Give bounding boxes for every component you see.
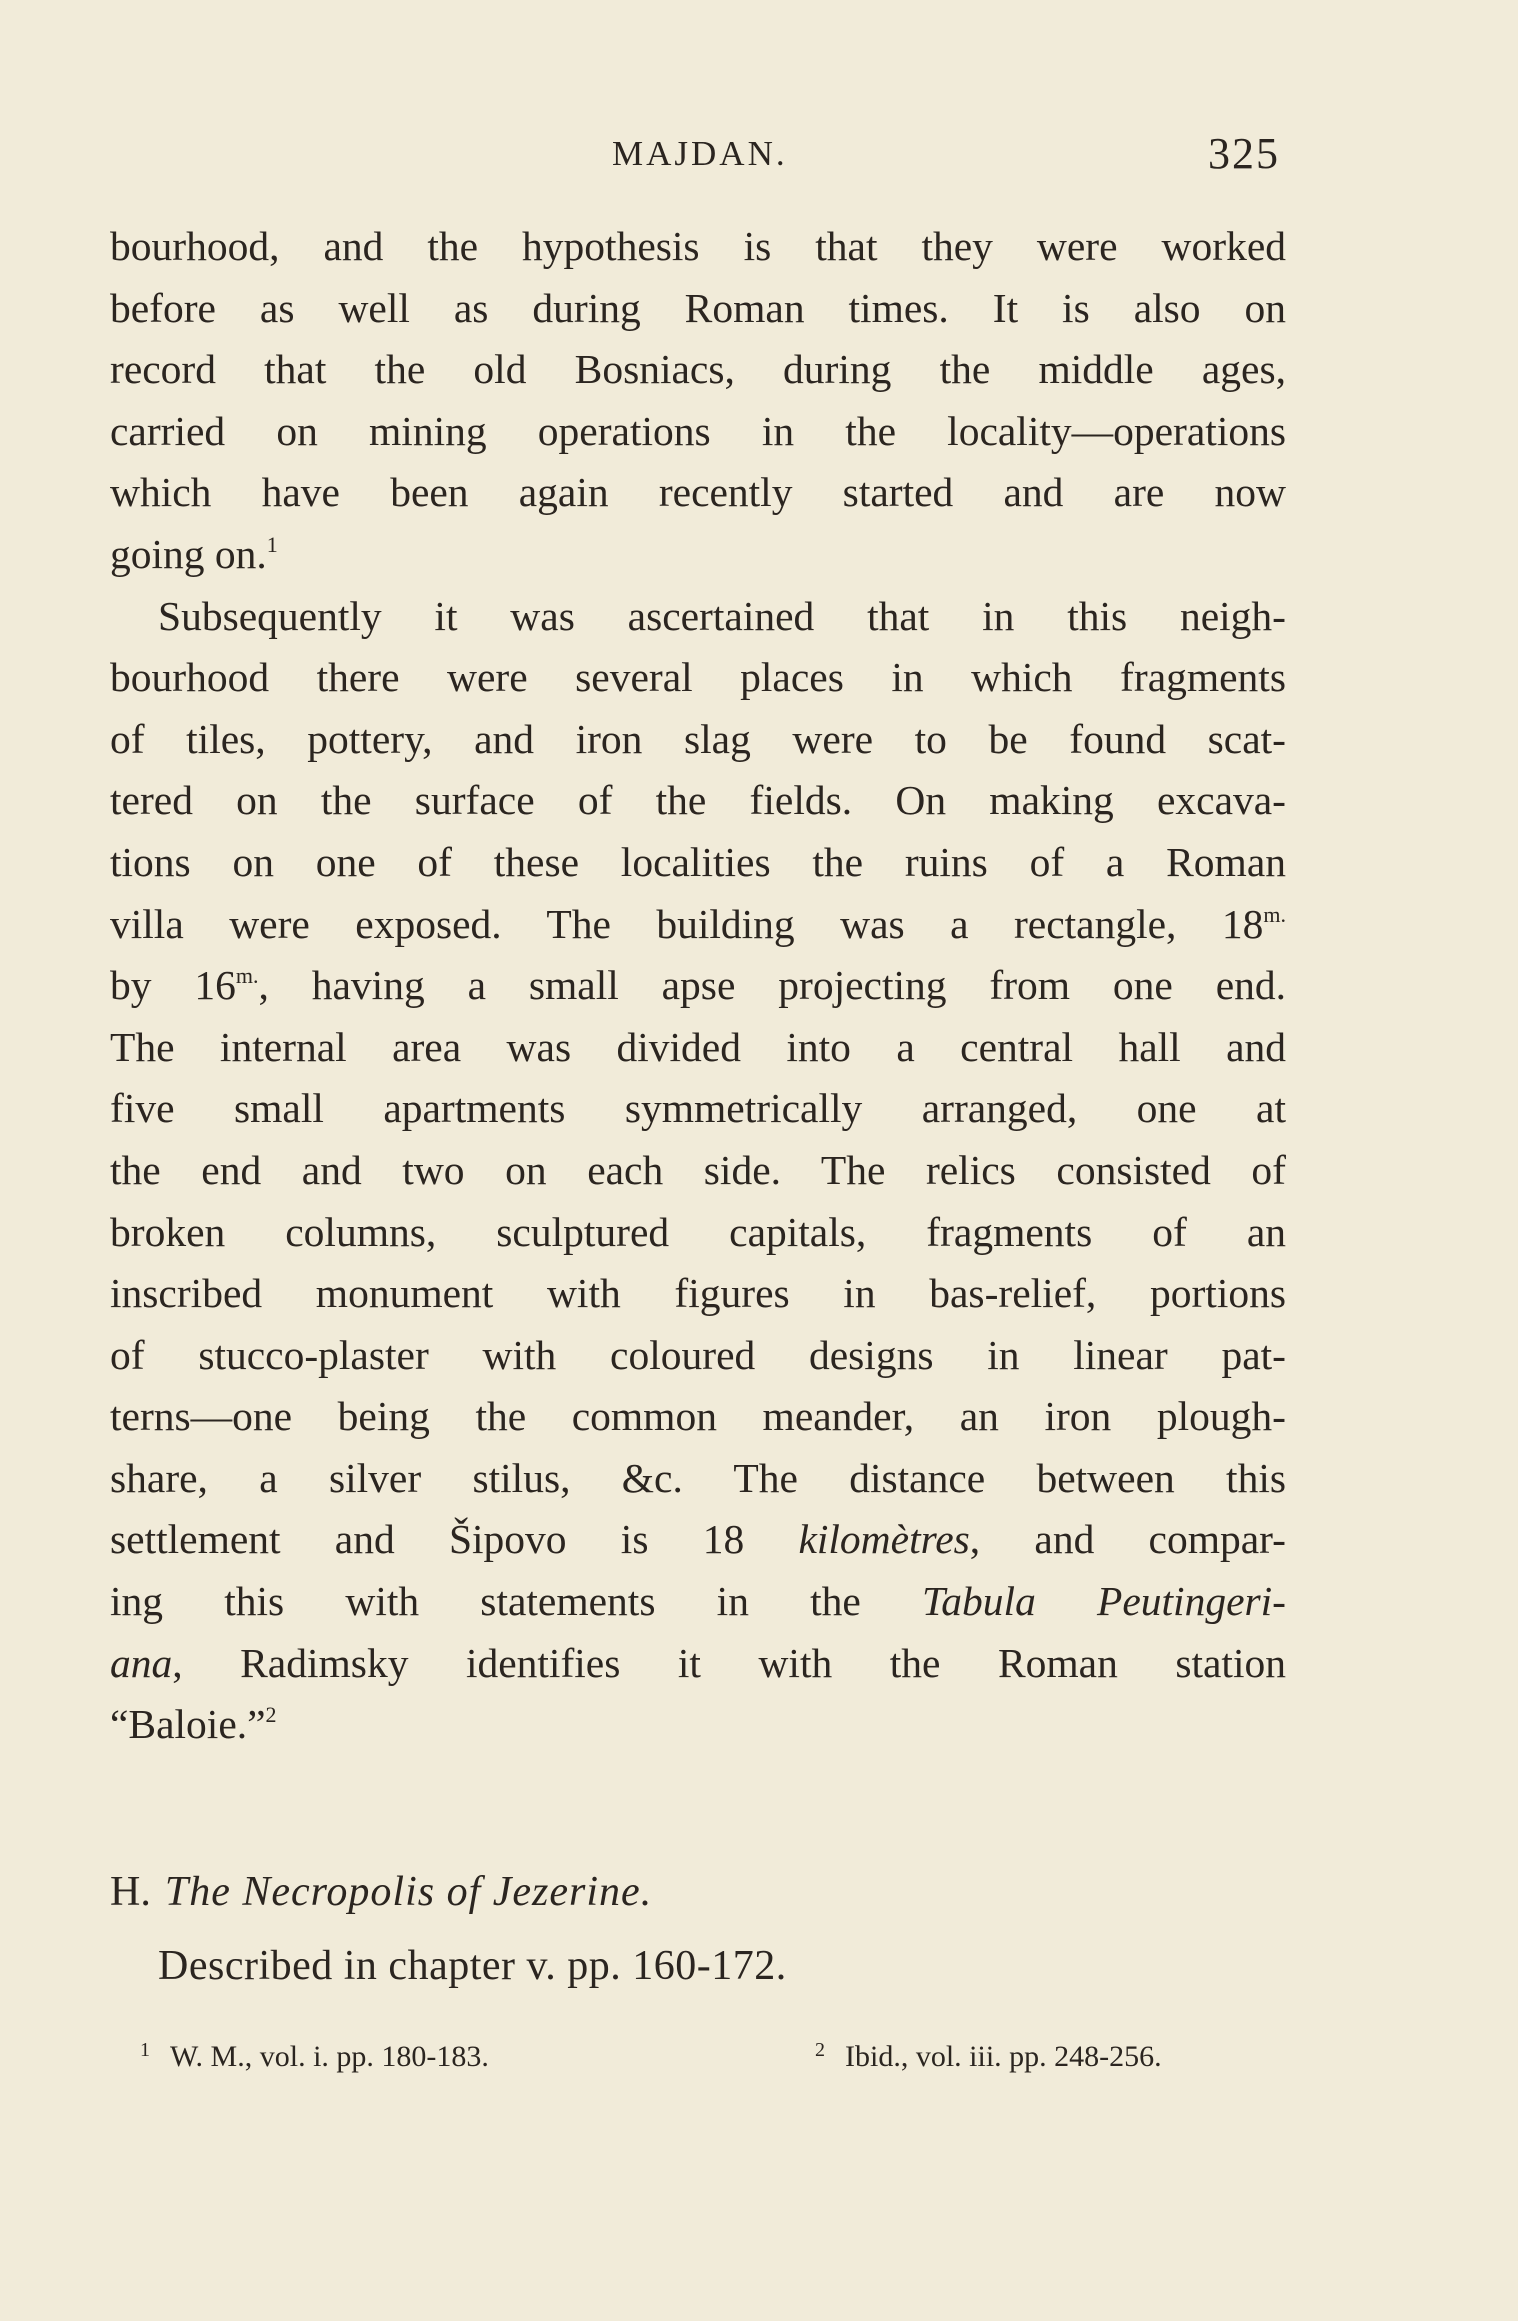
body-text [110, 216, 1286, 1756]
footnote-text: Ibid., vol. iii. pp. 248-256. [845, 2040, 1162, 2073]
text-line: which have been again recently started and are now [110, 469, 1286, 516]
text-segment: settlement and Šipovo is 18 [110, 1516, 799, 1563]
footnote-ref: 2 [265, 1702, 277, 1728]
text-segment: ing this with statements in the [110, 1578, 923, 1625]
text-segment: going on. [110, 530, 267, 577]
text-line [110, 955, 1286, 1017]
text-line [110, 524, 1286, 586]
running-title: MAJDAN. [612, 134, 788, 173]
text-line [110, 1633, 1286, 1695]
section-label: H. [110, 1869, 151, 1915]
italic-term: ana [110, 1639, 173, 1686]
footnote-text: W. M., vol. i. pp. 180-183. [170, 2040, 489, 2073]
text-line: of tiles, pottery, and iron slag were to be found scat- [110, 715, 1286, 762]
text-line [110, 1509, 1286, 1571]
text-line: terns—one being the common meander, an iron plough- [110, 1393, 1286, 1440]
text-segment: by 16 [110, 962, 236, 1009]
text-line: record that the old Bosniacs, during the middle ages, [110, 346, 1286, 393]
section-description: Described in chapter v. pp. 160-172. [158, 1943, 787, 1989]
text-line: the end and two on each side. The relics consisted of [110, 1146, 1286, 1193]
text-line: broken columns, sculptured capitals, fragments of an [110, 1208, 1286, 1255]
text-line: before as well as during Roman times. It is also on [110, 284, 1286, 331]
footnote [815, 2040, 1162, 2074]
text-line: tions on one of these localities the ruins of a Roman [110, 838, 1286, 885]
text-segment: , Radimsky identifies it with the Roman station [172, 1639, 1286, 1686]
footnote-mark: 1 [140, 2039, 150, 2061]
text-line: inscribed monument with figures in bas-relief, portions [110, 1270, 1286, 1317]
text-line: bourhood there were several places in which fragments [110, 654, 1286, 701]
page-number: 325 [1208, 129, 1280, 178]
text-line: The internal area was divided into a central hall and [110, 1023, 1286, 1070]
text-segment: , having a small apse projecting from one end. [258, 962, 1286, 1009]
section-heading [110, 1868, 652, 1916]
text-line: of stucco-plaster with coloured designs in linear pat- [110, 1331, 1286, 1378]
text-line: carried on mining operations in the locality—operations [110, 407, 1286, 454]
meter-unit: m. [235, 963, 259, 989]
text-line: bourhood, and the hypothesis is that they were worked [110, 223, 1286, 269]
running-head [0, 128, 1518, 178]
paragraph-start: Subsequently it was ascertained that in this neigh- [158, 592, 1286, 639]
text-segment: villa were exposed. The building was a rectangle, 18 [110, 900, 1264, 947]
italic-term: Tabula Peutingeri- [922, 1578, 1286, 1625]
footnote-ref: 1 [266, 531, 278, 557]
text-line [110, 1694, 1286, 1756]
text-line: five small apartments symmetrically arranged, one at [110, 1085, 1286, 1132]
italic-term: kilomètres [798, 1516, 970, 1563]
meter-unit: m. [1263, 901, 1286, 927]
text-line [110, 1571, 1286, 1633]
footnote-mark: 2 [815, 2039, 825, 2061]
text-line [110, 894, 1286, 956]
section-title: The Necropolis of Jezerine. [164, 1869, 653, 1915]
text-line: share, a silver stilus, &c. The distance between this [110, 1454, 1286, 1501]
text-line: tered on the surface of the fields. On making excava- [110, 777, 1286, 824]
text-segment: “Baloie.” [110, 1701, 266, 1748]
footnote [140, 2040, 489, 2074]
text-segment: , and compar- [969, 1516, 1286, 1563]
